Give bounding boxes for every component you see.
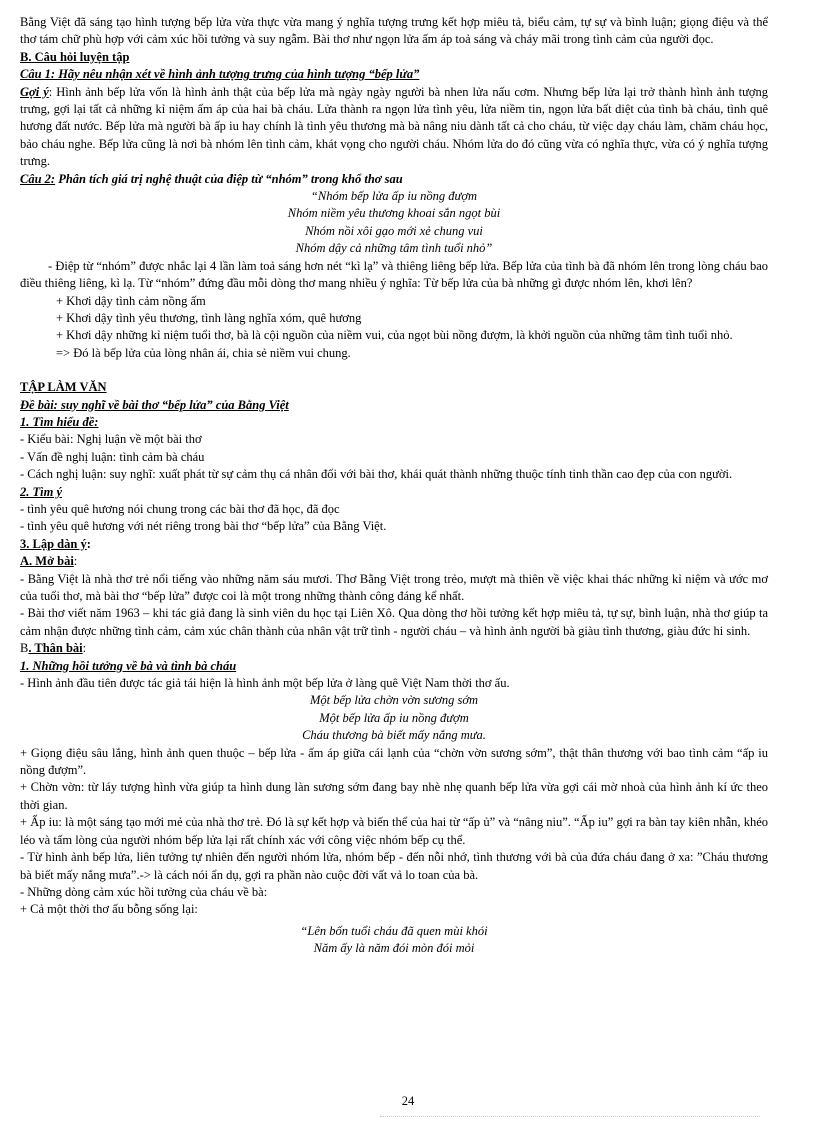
question-1-heading: [20, 66, 768, 83]
list-item: - Bằng Việt là nhà thơ trẻ nổi tiếng vào những năm sáu mươi. Thơ Bằng Việt trong trẻo, mượt mà thiên về việc khai thác những kỉ niệm và ước mơ của tuổi thơ, mà bài thơ “bếp lửa” được coi là một trong những thành công đáng kể nhất.: [20, 571, 768, 603]
poem-line: “Nhóm bếp lửa ấp iu nồng đượm: [310, 189, 478, 204]
hint-text: : Hình ảnh bếp lửa vốn là hình ảnh thật của bếp lửa mà ngày ngày người bà nhen lửa nấu cơm. Nhưng bếp lửa lại trở thành hình ảnh tượng trưng, gợi lại tất cả những kỉ niệm ấm áp của hai bà cháu. Lửa thành ra ngọn lửa tình yêu, lửa niềm tin, ngọn lửa bất diệt của tình bà cháu, tình quê hương đất nước. Bếp lửa mà người bà ấp iu hay chính là tình yêu thương mà bà nâng niu dành tất cả cho cháu, từ việc dạy cháu làm, chăm cháu học, bảo cháu nghe. Bếp lửa cũng là nơi bà nhóm lên tình cảm, khát vọng cho người cháu. Nhóm lửa do đó cũng vừa có nghĩa thực, vừa có ý nghĩa tượng trưng.: [20, 84, 768, 169]
body-paragraph: - Những dòng cảm xúc hồi tưởng của cháu về bà:: [20, 884, 268, 899]
section-3-heading-tail: :: [86, 536, 91, 551]
part-a-heading: [20, 553, 768, 570]
section-2-heading: [20, 484, 768, 501]
practice-heading-text: B. Câu hỏi luyện tập: [20, 49, 130, 64]
section-3-heading-text: 3. Lập dàn ý: [20, 536, 87, 551]
body-paragraph: - Từ hình ảnh bếp lửa, liên tưởng tự nhiên đến người nhóm lửa, nhóm bếp - đến nỗi nhớ, tình thương với bà của đứa cháu đang ở xa: ”Cháu thương bà biết mấy nắng mưa”.-> là cách nói ẩn dụ, gợi ra phần nào cuộc đời vất vả lo toan của bà.: [20, 850, 768, 882]
section-3-heading: [20, 536, 768, 553]
spacer: [20, 362, 768, 379]
part-b-subheading: [20, 658, 768, 675]
essay-heading-text: TẬP LÀM VĂN: [20, 380, 107, 395]
point-item: + Khơi dậy những kỉ niệm tuổi thơ, bà là cội nguồn của niềm vui, của ngọt bùi nồng đượm, là khởi nguồn của những tâm tình tuổi nhỏ.: [56, 328, 733, 343]
list-item: - tình yêu quê hương với nét riêng trong bài thơ “bếp lửa” của Bằng Việt.: [20, 519, 387, 534]
essay-heading: [20, 379, 768, 396]
body-paragraph: + Giọng điệu sâu lắng, hình ảnh quen thuộc – bếp lửa - ấm áp giữa cái lạnh của “chờn vờn sương sớm”, thật thân thương với bao tình cảm “ấp iu nồng đượm”.: [20, 745, 768, 778]
list-item: - tình yêu quê hương nói chung trong các bài thơ đã học, đã đọc: [20, 501, 340, 516]
part-a-heading-text: A. Mở bài: [20, 554, 74, 569]
list-item: - Cách nghị luận: suy nghĩ: xuất phát từ sự cảm thụ cá nhân đối với bài thơ, khái quát thành những thuộc tính tinh thần cao đẹp của con người.: [20, 467, 733, 482]
question-1-hint: [20, 84, 768, 171]
poem-line: Một bếp lửa chờn vờn sương sớm: [309, 693, 479, 708]
part-a-heading-tail: :: [73, 554, 78, 569]
poem-line: “Lên bốn tuổi cháu đã quen mùi khói: [300, 923, 488, 938]
poem-line: Cháu thương bà biết mấy nắng mưa.: [302, 728, 486, 743]
part-b-heading: [20, 640, 768, 657]
question-2-label: Câu 2:: [20, 171, 56, 186]
list-item: - Bài thơ viết năm 1963 – khi tác giả đang là sinh viên du học tại Liên Xô. Qua dòng thơ hồi tưởng kết hợp miêu tả, tự sự, bình luận, nhà thơ giúp ta cảm nhận được những tình cảm, cảm xúc chân thành của nhân vật trữ tình - người cháu – và hình ảnh người bà giàu tình thương, giàu đức hi sinh.: [20, 606, 768, 638]
practice-heading: [20, 49, 768, 66]
essay-topic-text: Đề bài: suy nghĩ về bài thơ “bếp lửa” của Bằng Việt: [20, 397, 289, 412]
poem-line: Nhóm nồi xôi gạo mới xẻ chung vui: [305, 223, 483, 238]
intro-paragraph: Bằng Việt đã sáng tạo hình tượng bếp lửa vừa thực vừa mang ý nghĩa tượng trưng kết hợp miêu tả, biểu cảm, tự sự và bình luận; giọng điệu và thể thơ tám chữ phù hợp với cảm xúc hồi tưởng và suy ngẫm. Bài thơ như ngọn lửa ấm áp toả sáng và cháy mãi trong tình cảm của người đọc.: [20, 15, 768, 47]
part-b-subheading-text: 1. Những hồi tưởng về bà và tình bà cháu: [20, 658, 237, 673]
part-b-intro: - Hình ảnh đầu tiên được tác giả tái hiện là hình ảnh một bếp lửa ở làng quê Việt Nam thời thơ ấu.: [20, 676, 510, 691]
part-b-heading-tail: :: [82, 641, 87, 656]
section-2-heading-text: 2. Tìm ý: [20, 484, 63, 499]
question-2-title: Phân tích giá trị nghệ thuật của điệp từ “nhóm” trong khổ thơ sau: [55, 171, 403, 186]
essay-topic: [20, 397, 768, 414]
section-1-heading-text: 1. Tìm hiểu đề:: [20, 414, 99, 429]
question-1-label: Câu 1:: [20, 67, 56, 82]
point-item: + Khơi dậy tình cảm nồng ấm: [56, 293, 206, 308]
footer-divider: [380, 1116, 760, 1117]
document-page: [20, 14, 768, 958]
body-paragraph: + Ấp iu: là một sáng tạo mới mẻ của nhà thơ trẻ. Đó là sự kết hợp và biến thể của hai từ “ấp ủ” và “nâng niu”. “Ấp iu” gợi ra bàn tay kiên nhẫn, khéo léo và tấm lòng của người nhóm bếp lửa lại rất chính xác với công việc nhóm bếp cụ thể.: [20, 815, 768, 847]
body-paragraph: + Chờn vờn: từ láy tượng hình vừa giúp ta hình dung làn sương sớm đang bay nhè nhẹ quanh bếp lửa vừa gợi cái mờ nhoà của hình ảnh kí ức theo thời gian.: [20, 780, 768, 812]
question-1-title: Hãy nêu nhận xét về hình ảnh tượng trưng của hình tượng “bếp lửa”: [55, 67, 420, 82]
poem-line: Năm ấy là năm đói mòn đói mỏi: [313, 941, 475, 956]
poem-line: Nhóm dậy cả những tâm tình tuổi nhỏ”: [295, 241, 493, 256]
question-2-heading: [20, 171, 768, 188]
question-2-analysis: - Điệp từ “nhóm” được nhắc lại 4 lần làm toả sáng hơn nét “kì lạ” và thiêng liêng bếp lửa. Bếp lửa của tình bà đã nhóm lên trong lòng cháu bao điều thiêng liêng, kì lạ. Từ “nhóm” đứng đầu mỗi dòng thơ mang nhiều ý nghĩa: Từ bếp lửa của bà những gì được nhóm lên, khơi lên?: [20, 258, 768, 291]
poem-line: Nhóm niềm yêu thương khoai sắn ngọt bùi: [287, 206, 501, 221]
section-1-heading: [20, 414, 768, 431]
body-paragraph: + Cả một thời thơ ấu bỗng sống lại:: [20, 902, 198, 917]
point-item: + Khơi dậy tình yêu thương, tình làng nghĩa xóm, quê hương: [56, 310, 362, 325]
hint-label: Gợi ý: [20, 84, 49, 99]
page-number: 24: [401, 1094, 415, 1108]
poem-line: Một bếp lửa ấp iu nồng đượm: [319, 710, 469, 725]
question-2-conclusion: => Đó là bếp lửa của lòng nhân ái, chia sẻ niềm vui chung.: [56, 345, 351, 360]
part-b-heading-text: . Thân bài: [28, 641, 83, 656]
list-item: - Vấn đề nghị luận: tình cảm bà cháu: [20, 449, 205, 464]
list-item: - Kiểu bài: Nghị luận về một bài thơ: [20, 432, 202, 447]
part-b-heading-lead: B: [20, 641, 29, 656]
